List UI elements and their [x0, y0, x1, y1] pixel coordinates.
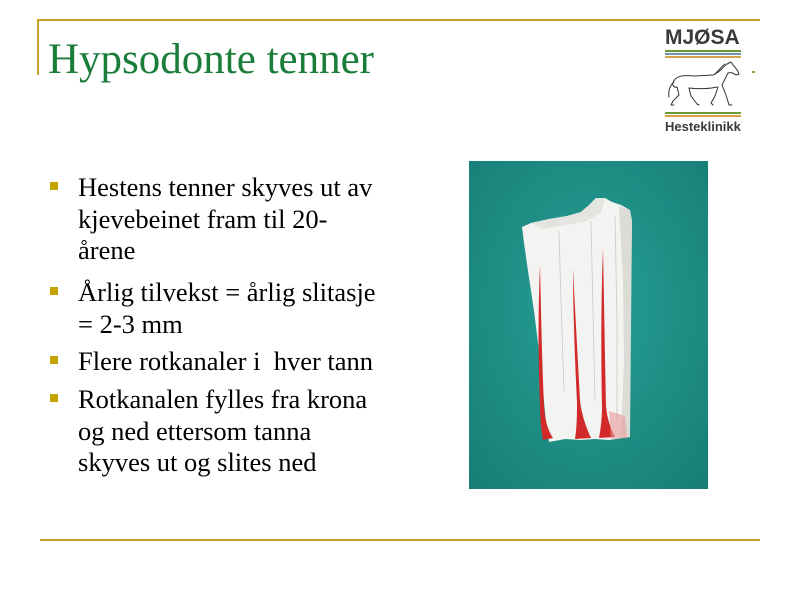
bullet-text-line: Rotkanalen fylles fra krona [78, 384, 368, 414]
horse-icon [665, 61, 741, 109]
bullet-marker [50, 182, 58, 190]
top-rule [37, 19, 760, 21]
tooth-section-photo [469, 161, 708, 489]
bullet-text-line: og ned ettersom tanna [78, 415, 312, 446]
logo-dot [752, 71, 755, 73]
bullet-item [78, 384, 448, 479]
bullet-text-line: kjevebeinet fram til 20- [78, 203, 328, 234]
logo-stripe-green [665, 50, 741, 52]
clinic-logo [660, 26, 750, 138]
logo-stripe-orange [665, 56, 741, 58]
bullet-item [78, 346, 448, 378]
logo-stripe-green [665, 112, 741, 114]
bullet-item [78, 277, 448, 340]
bottom-rule [40, 539, 760, 541]
bullet-marker [50, 287, 58, 295]
bullet-text-line: = 2-3 mm [78, 308, 183, 339]
logo-subtitle-text: Hesteklinikk [665, 119, 741, 134]
bullet-text-line: Flere rotkanaler i hver tann [78, 346, 374, 376]
bullet-text-line: skyves ut og slites ned [78, 447, 317, 477]
bullet-marker [50, 394, 58, 402]
bullet-item [78, 172, 448, 267]
left-rule [37, 19, 39, 75]
bullet-marker [50, 356, 58, 364]
slide-title: Hypsodonte tenner [48, 36, 375, 83]
logo-brand-text: MJØSA [665, 26, 740, 49]
bullet-text-line: Årlig tilvekst = årlig slitasje [78, 277, 376, 307]
logo-stripe-orange [665, 115, 741, 117]
logo-stripe-blue [665, 53, 741, 55]
bullet-text-line: årene [78, 235, 136, 265]
bullet-text-line: Hestens tenner skyves ut av [78, 172, 373, 202]
